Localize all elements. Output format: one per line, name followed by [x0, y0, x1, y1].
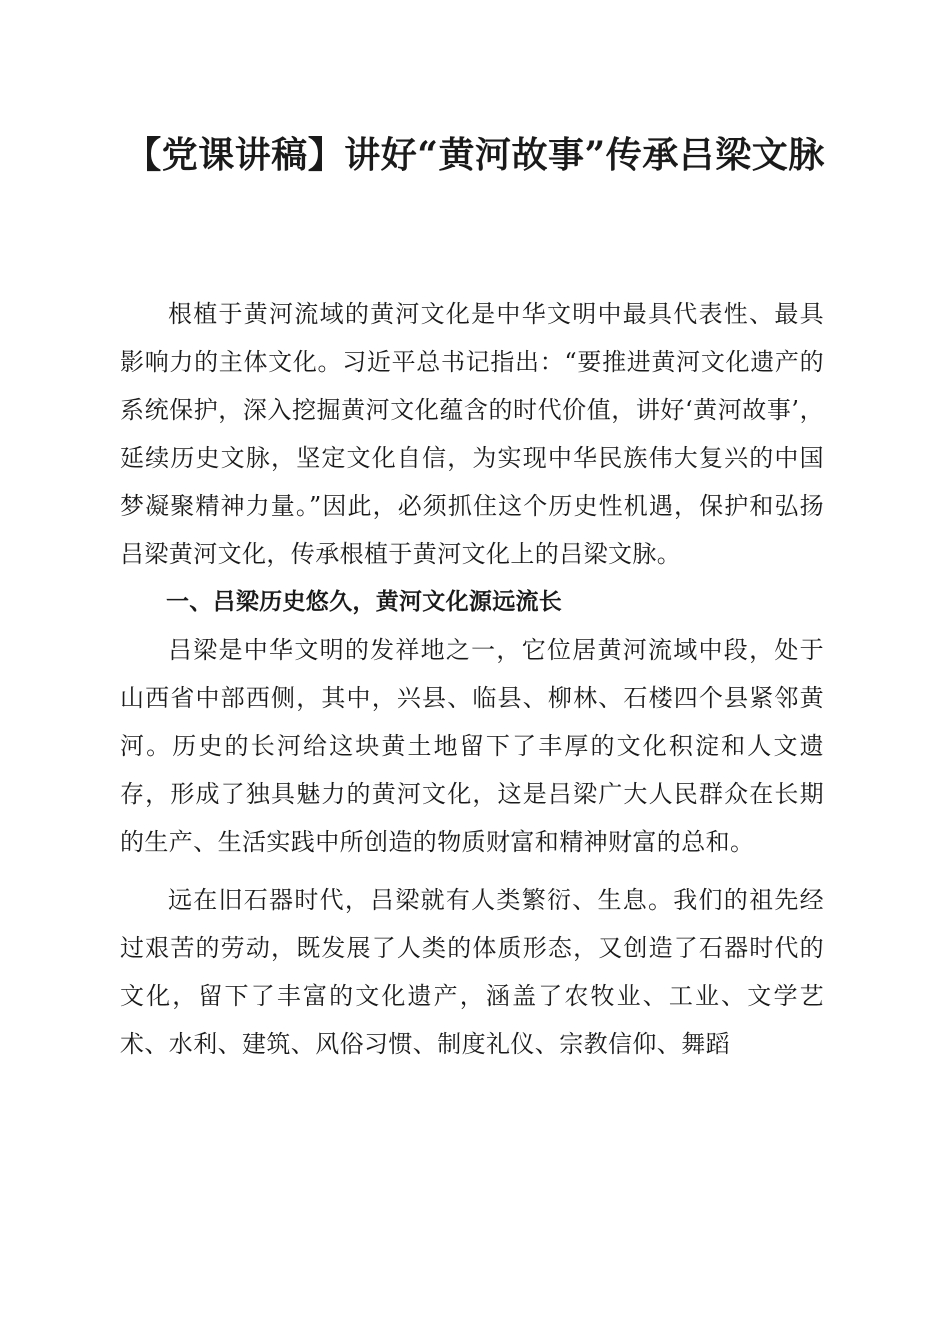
paragraph-spacer	[120, 866, 824, 876]
section-heading-one: 一、吕梁历史悠久，黄河文化源远流长	[166, 589, 563, 615]
section-one-paragraph-1: 吕梁是中华文明的发祥地之一，它位居黄河流域中段，处于山西省中部西侧，其中，兴县、临县、柳林、石楼四个县紧邻黄河。历史的长河给这块黄土地留下了丰厚的文化积淀和人文遗存，形成了独具魅力的黄河文化，这是吕梁广大人民群众在长期的生产、生活实践中所创造的物质财富和精神财富的总和。	[120, 636, 824, 856]
intro-paragraph: 根植于黄河流域的黄河文化是中华文明中最具代表性、最具影响力的主体文化。习近平总书记指出：“要推进黄河文化遗产的系统保护，深入挖掘黄河文化蕴含的时代价值，讲好‘黄河故事’，延续历史文脉，坚定文化自信，为实现中华民族伟大复兴的中国梦凝聚精神力量。”因此，必须抓住这个历史性机遇，保护和弘扬吕梁黄河文化，传承根植于黄河文化上的吕梁文脉。	[120, 300, 824, 568]
section-one-paragraph-2: 远在旧石器时代，吕梁就有人类繁衍、生息。我们的祖先经过艰苦的劳动，既发展了人类的体质形态，又创造了石器时代的文化，留下了丰富的文化遗产，涵盖了农牧业、工业、文学艺术、水利、建筑、风俗习惯、制度礼仪、宗教信仰、舞蹈	[120, 886, 824, 1058]
document-title: 【党课讲稿】讲好“黄河故事”传承吕梁文脉	[125, 134, 825, 176]
document-body	[120, 290, 824, 1068]
